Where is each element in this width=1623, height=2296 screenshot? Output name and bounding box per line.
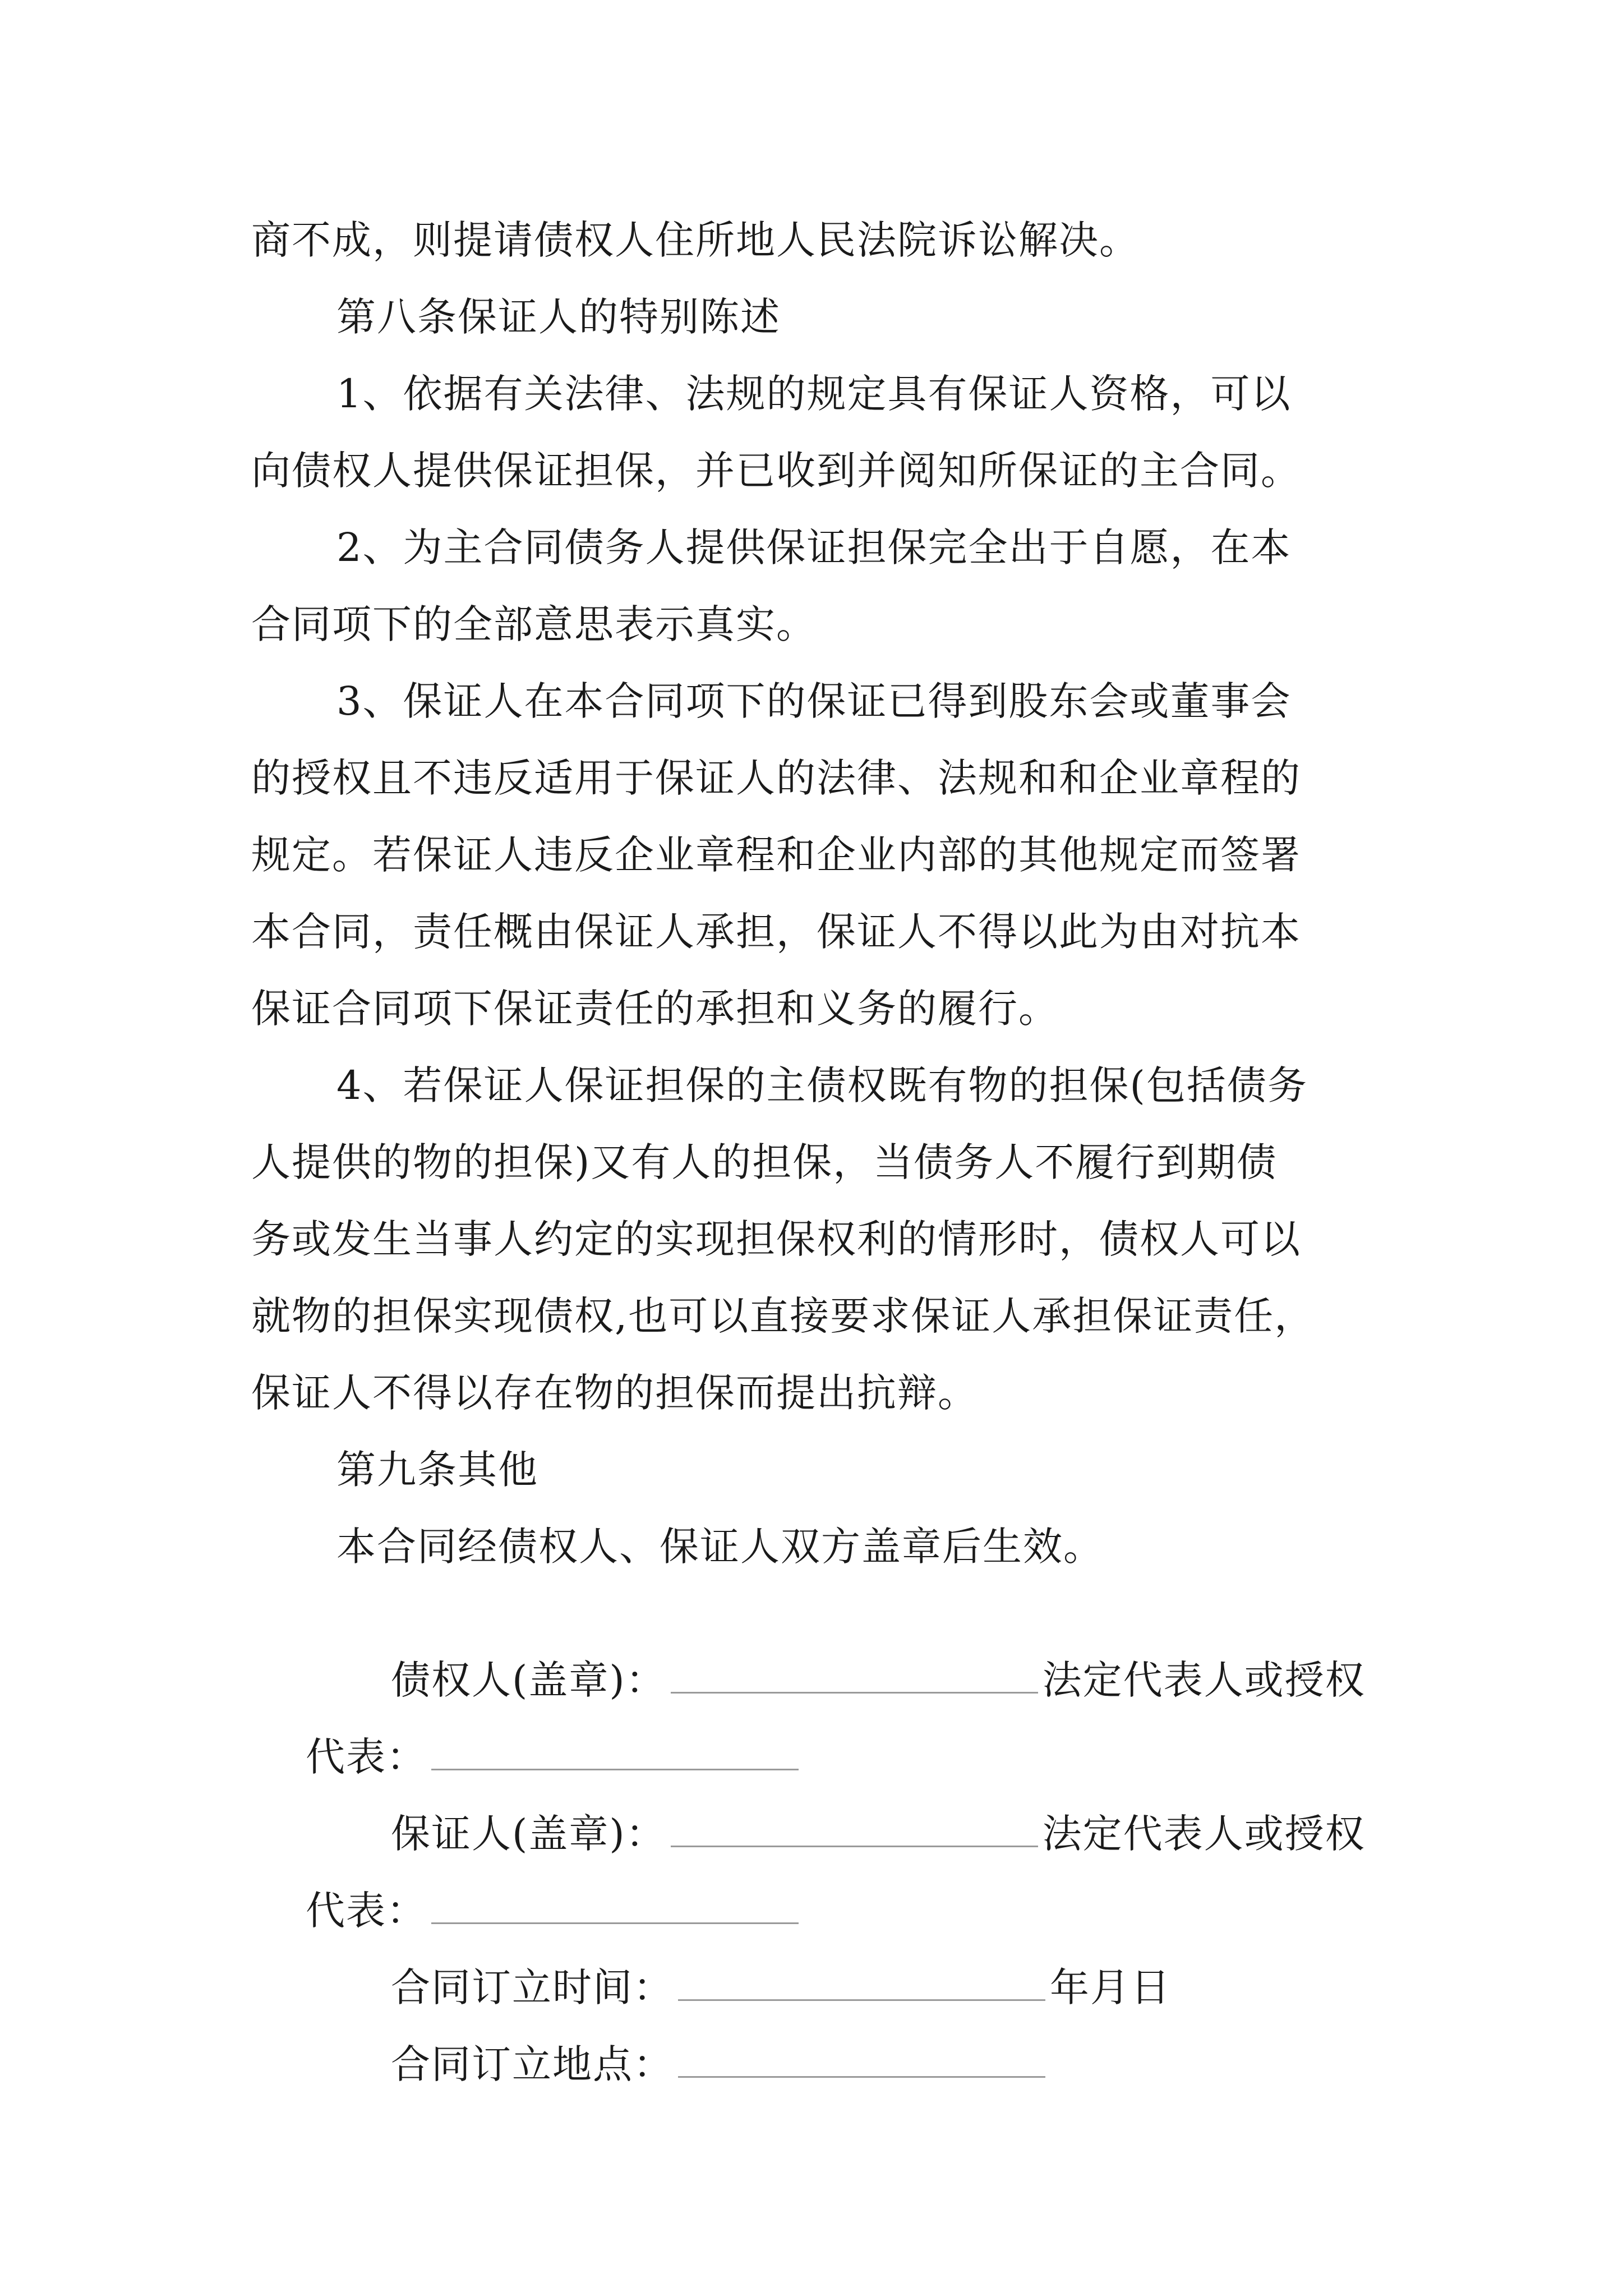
guarantor-rep-cont-label: 代表： [306,1888,427,1934]
paragraph-line: 务或发生当事人约定的实现担保权利的情形时，债权人可以 [251,1216,1301,1262]
paragraph-line: 规定。若保证人违反企业章程和企业内部的其他规定而签署 [251,832,1301,878]
paragraph-line: 保证人不得以存在物的担保而提出抗辩。 [251,1370,978,1416]
paragraph-line: 商不成，则提请债权人住所地人民法院诉讼解决。 [251,217,1140,263]
paragraph-line: 的授权且不违反适用于保证人的法律、法规和和企业章程的 [251,755,1301,801]
creditor-rep-label: 法定代表人或授权 [1042,1657,1366,1703]
contract-place-blank[interactable] [678,2036,1045,2078]
paragraph-line: 4、若保证人保证担保的主债权既有物的担保(包括债务 [336,1062,1308,1108]
paragraph-line: 本合同，责任概由保证人承担，保证人不得以此为由对抗本 [251,909,1301,955]
guarantor-seal-label: 保证人(盖章)： [391,1811,666,1857]
article-8-heading: 第八条保证人的特别陈述 [336,294,781,340]
contract-place-label: 合同订立地点： [391,2041,674,2087]
creditor-signature-line [336,1595,1366,1703]
guarantor-rep-label: 法定代表人或授权 [1042,1811,1366,1857]
paragraph-line: 就物的担保实现债权,也可以直接要求保证人承担保证责任， [251,1293,1315,1339]
creditor-rep-line [251,1672,803,1780]
contract-date-line [336,1903,1172,2010]
guarantor-rep-line [251,1826,803,1934]
paragraph-line: 保证合同项下保证责任的承担和义务的履行。 [251,986,1059,1032]
paragraph-line: 1、依据有关法律、法规的规定具有保证人资格，可以 [336,371,1292,417]
paragraph-line: 合同项下的全部意思表示真实。 [251,601,817,647]
paragraph-line: 向债权人提供保证担保，并已收到并阅知所保证的主合同。 [251,448,1301,494]
creditor-rep-cont-label: 代表： [306,1734,427,1780]
contract-date-suffix: 年月日 [1050,1964,1172,2010]
guarantor-signature-line [336,1749,1366,1857]
article-9-heading: 第九条其他 [336,1447,538,1493]
paragraph-line: 本合同经债权人、保证人双方盖章后生效。 [336,1524,1104,1570]
creditor-seal-label: 债权人(盖章)： [391,1657,666,1703]
contract-place-line [336,1980,1050,2087]
paragraph-line: 3、保证人在本合同项下的保证已得到股东会或董事会 [336,678,1292,724]
contract-date-label: 合同订立时间： [391,1964,674,2010]
paragraph-line: 人提供的物的担保)又有人的担保，当债务人不履行到期债 [251,1139,1278,1185]
paragraph-line: 2、为主合同债务人提供保证担保完全出于自愿，在本 [336,524,1292,570]
